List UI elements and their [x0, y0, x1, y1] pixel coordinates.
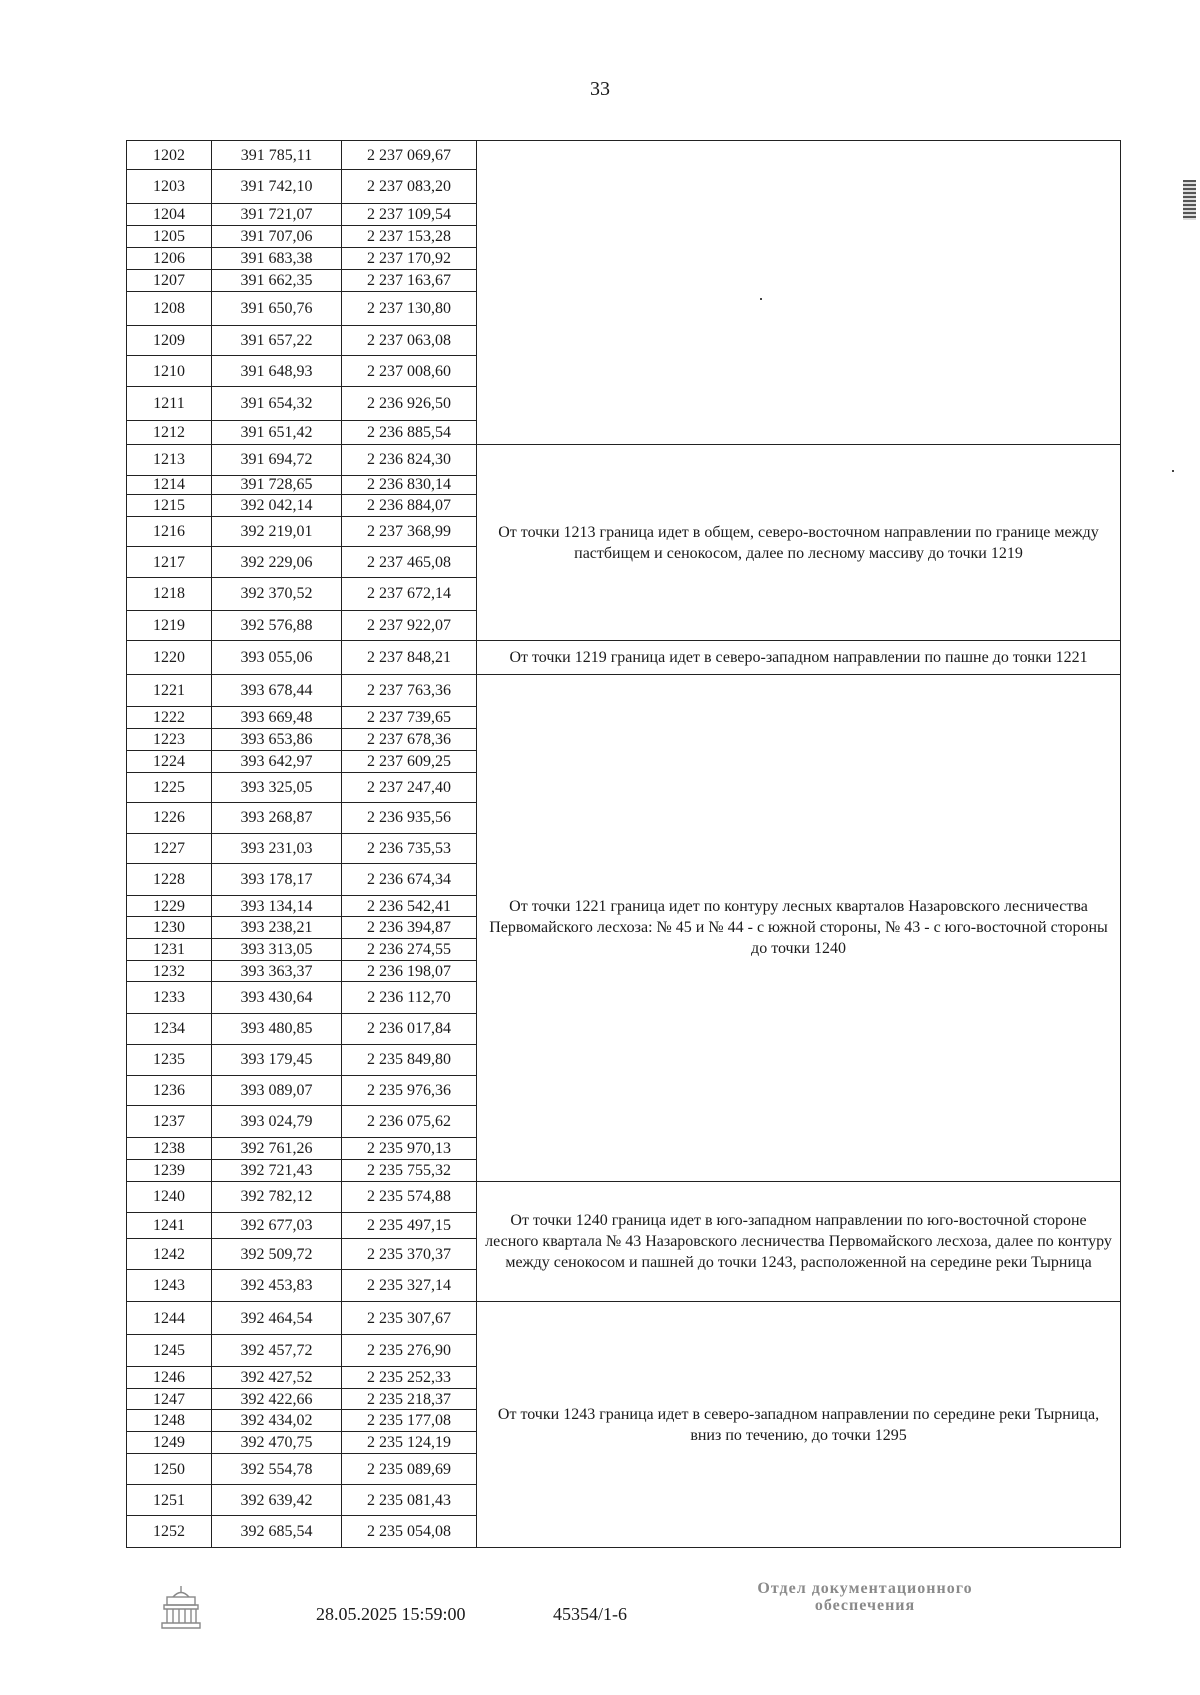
coordinates-table [126, 140, 1121, 1548]
footer-datetime: 28.05.2025 15:59:00 [316, 1604, 466, 1624]
coordinate-y: 2 236 885,54 [342, 421, 477, 445]
point-number: 1237 [127, 1106, 212, 1138]
coordinate-x: 392 042,14 [212, 495, 342, 517]
boundary-description [477, 141, 1121, 445]
coordinate-y: 2 237 109,54 [342, 204, 477, 226]
coordinate-y: 2 236 112,70 [342, 982, 477, 1013]
coordinate-x: 393 678,44 [212, 674, 342, 706]
coordinate-x: 391 654,32 [212, 387, 342, 421]
coordinate-y: 2 236 198,07 [342, 960, 477, 982]
coordinate-x: 393 134,14 [212, 896, 342, 917]
coordinate-x: 393 430,64 [212, 982, 342, 1013]
coordinate-x: 392 434,02 [212, 1410, 342, 1432]
point-number: 1242 [127, 1239, 212, 1270]
point-number: 1211 [127, 387, 212, 421]
coordinate-x: 392 685,54 [212, 1516, 342, 1548]
coordinate-y: 2 236 824,30 [342, 445, 477, 475]
coordinate-y: 2 235 276,90 [342, 1334, 477, 1366]
coordinate-y: 2 236 674,34 [342, 864, 477, 896]
point-number: 1206 [127, 248, 212, 270]
coordinate-y: 2 235 970,13 [342, 1138, 477, 1160]
coordinate-x: 392 677,03 [212, 1213, 342, 1239]
coordinate-y: 2 237 170,92 [342, 248, 477, 270]
coordinate-x: 391 683,38 [212, 248, 342, 270]
point-number: 1219 [127, 610, 212, 640]
coordinate-x: 392 721,43 [212, 1160, 342, 1182]
coordinate-y: 2 236 075,62 [342, 1106, 477, 1138]
point-number: 1205 [127, 226, 212, 248]
point-number: 1207 [127, 269, 212, 291]
coordinate-x: 393 178,17 [212, 864, 342, 896]
coordinate-y: 2 237 083,20 [342, 170, 477, 204]
coordinate-x: 392 427,52 [212, 1366, 342, 1388]
point-number: 1217 [127, 547, 212, 578]
coordinate-x: 392 370,52 [212, 578, 342, 610]
coordinate-y: 2 235 307,67 [342, 1302, 477, 1334]
coordinate-x: 392 554,78 [212, 1454, 342, 1485]
point-number: 1212 [127, 421, 212, 445]
page-number: 33 [590, 78, 610, 100]
scan-speck [1172, 470, 1174, 472]
coordinate-x: 391 694,72 [212, 445, 342, 475]
table-row [127, 674, 1121, 706]
coordinate-x: 393 055,06 [212, 640, 342, 674]
boundary-description: От точки 1243 граница идет в северо-западном направлении по середине реки Тырница, вниз по течению, до точки 1295 [477, 1302, 1121, 1548]
coordinate-y: 2 237 672,14 [342, 578, 477, 610]
coordinate-x: 391 785,11 [212, 141, 342, 170]
point-number: 1210 [127, 356, 212, 387]
coordinate-x: 393 313,05 [212, 938, 342, 960]
point-number: 1235 [127, 1044, 212, 1075]
point-number: 1228 [127, 864, 212, 896]
coordinate-y: 2 236 017,84 [342, 1013, 477, 1044]
coordinate-y: 2 235 755,32 [342, 1160, 477, 1182]
stamp-line: Отдел документационного [757, 1580, 973, 1597]
point-number: 1223 [127, 728, 212, 750]
point-number: 1225 [127, 772, 212, 802]
coordinate-x: 393 238,21 [212, 917, 342, 939]
coordinate-y: 2 237 153,28 [342, 226, 477, 248]
coordinate-y: 2 236 884,07 [342, 495, 477, 517]
boundary-description: От точки 1213 граница идет в общем, северо-восточном направлении по границе между пастбищем и сенокосом, далее по лесному массиву до точки 1219 [477, 445, 1121, 640]
footer-doc-number: 45354/1-6 [553, 1604, 627, 1624]
coordinate-y: 2 235 976,36 [342, 1075, 477, 1105]
point-number: 1239 [127, 1160, 212, 1182]
coordinate-y: 2 235 849,80 [342, 1044, 477, 1075]
coordinate-x: 392 453,83 [212, 1270, 342, 1302]
coordinate-x: 393 268,87 [212, 802, 342, 833]
coordinate-y: 2 236 542,41 [342, 896, 477, 917]
coordinate-x: 393 089,07 [212, 1075, 342, 1105]
point-number: 1234 [127, 1013, 212, 1044]
coordinate-y: 2 236 735,53 [342, 833, 477, 863]
stamp-line: обеспечения [814, 1597, 916, 1614]
table-row [127, 1302, 1121, 1334]
table-row [127, 141, 1121, 170]
point-number: 1245 [127, 1334, 212, 1366]
coordinate-y: 2 237 678,36 [342, 728, 477, 750]
point-number: 1232 [127, 960, 212, 982]
point-number: 1222 [127, 707, 212, 729]
point-number: 1204 [127, 204, 212, 226]
coordinate-x: 393 325,05 [212, 772, 342, 802]
coordinate-x: 393 363,37 [212, 960, 342, 982]
table-row [127, 640, 1121, 674]
coordinate-y: 2 237 848,21 [342, 640, 477, 674]
point-number: 1213 [127, 445, 212, 475]
coordinate-x: 393 024,79 [212, 1106, 342, 1138]
coordinate-y: 2 237 368,99 [342, 517, 477, 547]
coordinate-y: 2 235 574,88 [342, 1181, 477, 1212]
point-number: 1229 [127, 896, 212, 917]
coordinate-x: 391 742,10 [212, 170, 342, 204]
coordinate-x: 392 782,12 [212, 1181, 342, 1212]
coordinate-x: 392 761,26 [212, 1138, 342, 1160]
coordinate-y: 2 237 163,67 [342, 269, 477, 291]
scan-edge-mark [1183, 180, 1196, 220]
point-number: 1214 [127, 475, 212, 495]
coordinate-y: 2 237 465,08 [342, 547, 477, 578]
point-number: 1221 [127, 674, 212, 706]
coordinate-y: 2 237 069,67 [342, 141, 477, 170]
coordinate-y: 2 236 935,56 [342, 802, 477, 833]
boundary-description: От точки 1221 граница идет по контуру лесных кварталов Назаровского лесничества Первомайского лесхоза: № 45 и № 44 - с южной стороны, № 43 - с юго-восточной стороны до точки 1240 [477, 674, 1121, 1181]
point-number: 1220 [127, 640, 212, 674]
coordinate-y: 2 235 177,08 [342, 1410, 477, 1432]
point-number: 1231 [127, 938, 212, 960]
coordinate-x: 391 662,35 [212, 269, 342, 291]
coordinate-x: 391 707,06 [212, 226, 342, 248]
point-number: 1209 [127, 325, 212, 355]
boundary-description: От точки 1219 граница идет в северо-западном направлении по пашне до точки 1221 [477, 640, 1121, 674]
coordinate-x: 392 470,75 [212, 1432, 342, 1454]
point-number: 1202 [127, 141, 212, 170]
coordinate-y: 2 235 124,19 [342, 1432, 477, 1454]
point-number: 1247 [127, 1388, 212, 1410]
point-number: 1246 [127, 1366, 212, 1388]
point-number: 1230 [127, 917, 212, 939]
point-number: 1215 [127, 495, 212, 517]
point-number: 1226 [127, 802, 212, 833]
point-number: 1248 [127, 1410, 212, 1432]
coordinate-y: 2 236 830,14 [342, 475, 477, 495]
point-number: 1238 [127, 1138, 212, 1160]
point-number: 1203 [127, 170, 212, 204]
coordinate-x: 391 721,07 [212, 204, 342, 226]
coordinate-y: 2 237 739,65 [342, 707, 477, 729]
coordinate-x: 393 231,03 [212, 833, 342, 863]
coordinate-x: 393 642,97 [212, 750, 342, 772]
coordinate-x: 393 480,85 [212, 1013, 342, 1044]
point-number: 1251 [127, 1485, 212, 1516]
coordinate-y: 2 237 763,36 [342, 674, 477, 706]
coordinate-y: 2 235 089,69 [342, 1454, 477, 1485]
coordinate-y: 2 236 394,87 [342, 917, 477, 939]
coordinate-x: 393 653,86 [212, 728, 342, 750]
coordinate-x: 392 639,42 [212, 1485, 342, 1516]
point-number: 1244 [127, 1302, 212, 1334]
coordinate-y: 2 237 247,40 [342, 772, 477, 802]
coordinate-x: 393 179,45 [212, 1044, 342, 1075]
coordinate-y: 2 236 274,55 [342, 938, 477, 960]
point-number: 1252 [127, 1516, 212, 1548]
point-number: 1249 [127, 1432, 212, 1454]
point-number: 1241 [127, 1213, 212, 1239]
point-number: 1218 [127, 578, 212, 610]
coordinate-x: 392 576,88 [212, 610, 342, 640]
coordinate-x: 393 669,48 [212, 707, 342, 729]
coordinate-y: 2 237 922,07 [342, 610, 477, 640]
point-number: 1243 [127, 1270, 212, 1302]
coordinate-x: 391 728,65 [212, 475, 342, 495]
boundary-description: От точки 1240 граница идет в юго-западном направлении по юго-восточной стороне лесного квартала № 43 Назаровского лесничества Первомайского лесхоза, далее по контуру между сенокосом и пашней до точки 1243, расположенной на середине реки Тырница [477, 1181, 1121, 1302]
coordinate-x: 392 509,72 [212, 1239, 342, 1270]
coordinate-x: 392 464,54 [212, 1302, 342, 1334]
coordinate-y: 2 237 008,60 [342, 356, 477, 387]
point-number: 1216 [127, 517, 212, 547]
coordinate-y: 2 235 252,33 [342, 1366, 477, 1388]
coordinate-x: 391 657,22 [212, 325, 342, 355]
point-number: 1250 [127, 1454, 212, 1485]
coordinate-y: 2 235 054,08 [342, 1516, 477, 1548]
table-row [127, 1181, 1121, 1212]
coordinate-y: 2 236 926,50 [342, 387, 477, 421]
coordinate-y: 2 235 081,43 [342, 1485, 477, 1516]
coordinate-x: 392 219,01 [212, 517, 342, 547]
coordinate-x: 391 648,93 [212, 356, 342, 387]
point-number: 1224 [127, 750, 212, 772]
point-number: 1227 [127, 833, 212, 863]
coordinate-y: 2 237 130,80 [342, 291, 477, 325]
point-number: 1208 [127, 291, 212, 325]
coordinate-y: 2 235 370,37 [342, 1239, 477, 1270]
coordinate-x: 391 651,42 [212, 421, 342, 445]
coordinate-y: 2 235 218,37 [342, 1388, 477, 1410]
point-number: 1240 [127, 1181, 212, 1212]
coordinate-x: 392 422,66 [212, 1388, 342, 1410]
coordinate-y: 2 237 063,08 [342, 325, 477, 355]
coordinate-y: 2 235 497,15 [342, 1213, 477, 1239]
point-number: 1233 [127, 982, 212, 1013]
coordinate-x: 391 650,76 [212, 291, 342, 325]
coordinate-x: 392 229,06 [212, 547, 342, 578]
department-stamp [730, 1580, 1000, 1614]
coordinate-y: 2 235 327,14 [342, 1270, 477, 1302]
emblem-icon [158, 1583, 204, 1631]
table-row [127, 445, 1121, 475]
point-number: 1236 [127, 1075, 212, 1105]
coordinate-y: 2 237 609,25 [342, 750, 477, 772]
coordinate-x: 392 457,72 [212, 1334, 342, 1366]
